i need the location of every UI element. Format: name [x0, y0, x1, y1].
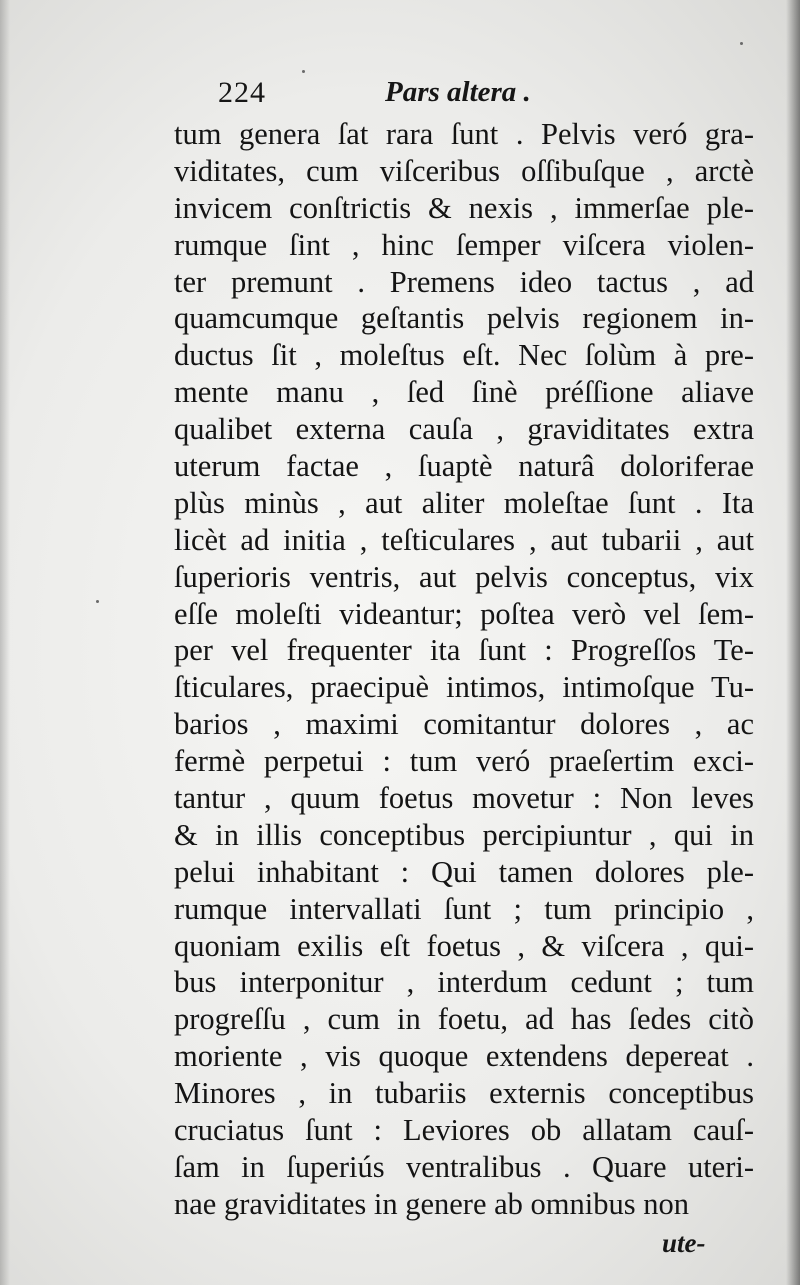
catchword: ute- — [662, 1228, 706, 1258]
text-line: progreſſu , cum in foetu, ad has ſedes citò — [174, 1002, 754, 1037]
text-line: rumque intervallati ſunt ; tum principio , — [174, 891, 754, 926]
text-line: fermè perpetui : tum veró praeſertim exci- — [174, 744, 754, 779]
text-line: & in illis conceptibus percipiuntur , qui in — [174, 817, 754, 852]
text-line: viditates, cum viſceribus oſſibuſque , arctè — [174, 153, 754, 188]
text-line: nae graviditates in genere ab omnibus non — [174, 1186, 689, 1221]
body-text — [174, 116, 754, 1223]
text-line: ductus ſit , moleſtus eſt. Nec ſolùm à pre- — [174, 338, 754, 373]
text-line: barios , maximi comitantur dolores , ac — [174, 707, 754, 742]
page-header — [0, 72, 800, 112]
text-line: invicem conſtrictis & nexis , immerſae ple- — [174, 190, 754, 225]
text-line: quoniam exilis eſt foetus , & viſcera , qui- — [174, 928, 754, 963]
text-line: plùs minùs , aut aliter moleſtae ſunt . Ita — [174, 485, 754, 520]
text-line: eſſe moleſti videantur; poſtea verò vel ſem- — [174, 596, 754, 631]
text-line: moriente , vis quoque extendens depereat . — [174, 1039, 754, 1074]
text-line: cruciatus ſunt : Leviores ob allatam cauſ- — [174, 1113, 754, 1148]
text-line: mente manu , ſed ſinè préſſione aliave — [174, 375, 754, 410]
running-head: Pars altera . — [385, 76, 531, 108]
text-line: ſuperioris ventris, aut pelvis conceptus, vix — [174, 559, 754, 594]
text-line: pelui inhabitant : Qui tamen dolores ple- — [174, 854, 754, 889]
text-line: qualibet externa cauſa , graviditates extra — [174, 412, 754, 447]
paper-speck — [96, 600, 99, 603]
text-line: uterum factae , ſuaptè naturâ doloriferae — [174, 449, 754, 484]
text-line: per vel frequenter ita ſunt : Progreſſos Te- — [174, 633, 754, 668]
text-line: quamcumque geſtantis pelvis regionem in- — [174, 301, 754, 336]
text-line: rumque ſint , hinc ſemper viſcera violen- — [174, 227, 754, 262]
text-line: bus interponitur , interdum cedunt ; tum — [174, 965, 754, 1000]
page-left-shadow — [0, 0, 10, 1285]
paper-speck — [302, 70, 305, 73]
paper-speck — [740, 42, 743, 45]
text-line: ter premunt . Premens ideo tactus , ad — [174, 264, 754, 299]
text-line: tum genera ſat rara ſunt . Pelvis veró gra- — [174, 117, 754, 151]
text-line: ſam in ſuperiús ventralibus . Quare uteri- — [174, 1149, 754, 1184]
text-line: Minores , in tubariis externis conceptibus — [174, 1076, 754, 1111]
text-line: tantur , quum foetus movetur : Non leves — [174, 781, 754, 816]
text-line: licèt ad initia , teſticulares , aut tubarii , aut — [174, 522, 754, 557]
page-right-shadow — [786, 0, 800, 1285]
text-line: ſticulares, praecipuè intimos, intimoſque Tu- — [174, 670, 754, 705]
page-number: 224 — [218, 76, 266, 109]
